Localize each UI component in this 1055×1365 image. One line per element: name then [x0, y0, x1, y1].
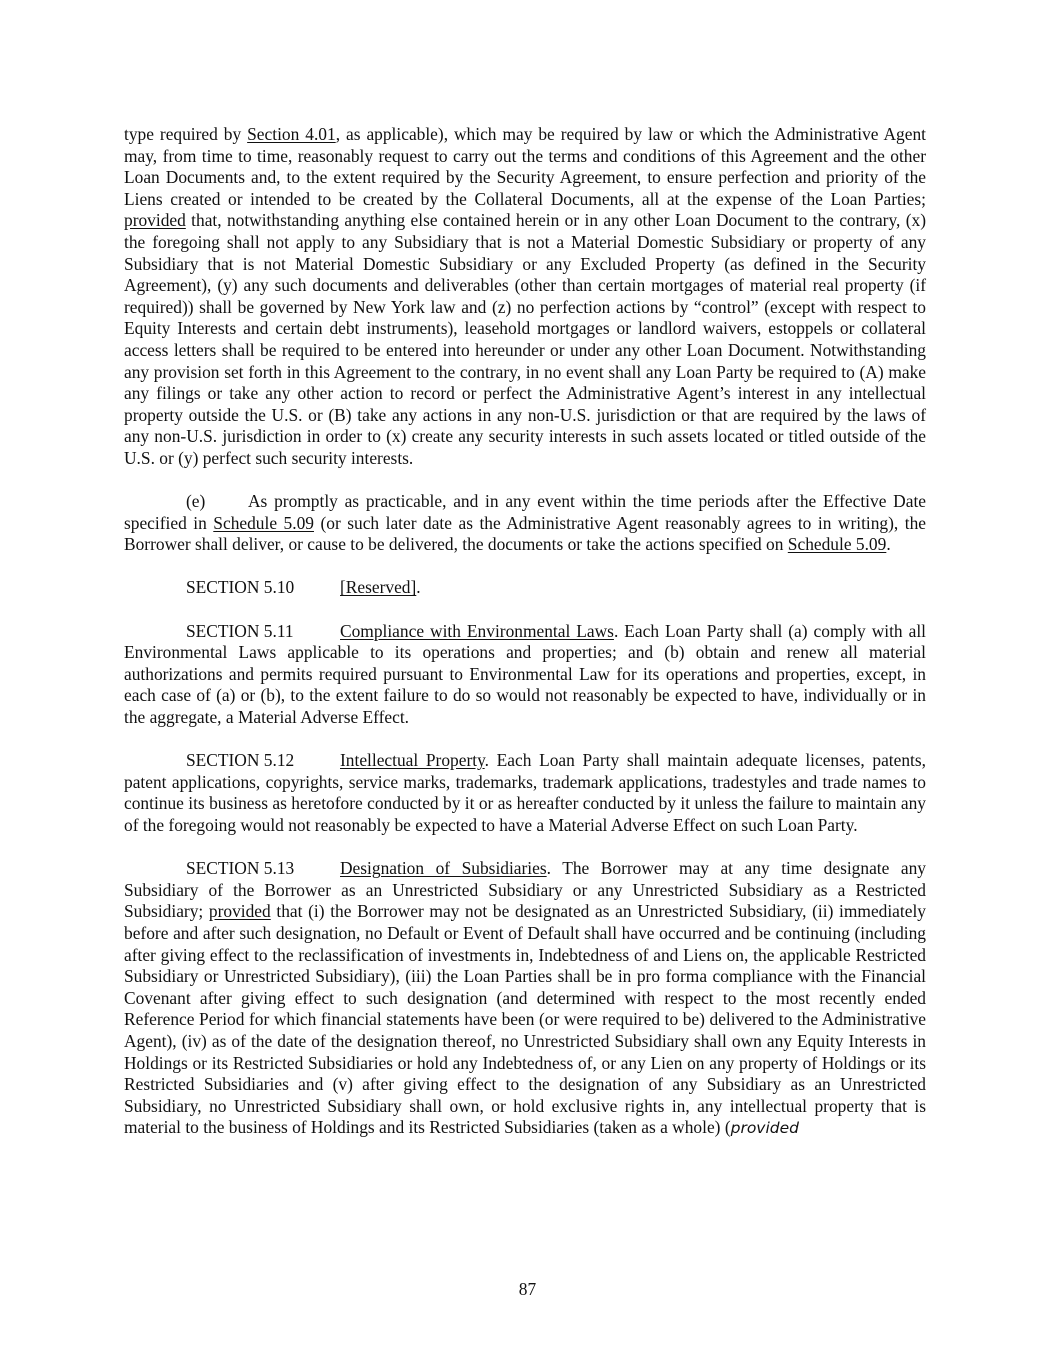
text: . — [886, 534, 891, 555]
section-number: SECTION 5.10 — [186, 577, 295, 598]
schedule-reference: Schedule 5.09 — [213, 512, 314, 533]
section-title: Intellectual Property — [340, 750, 485, 771]
schedule-reference: Schedule 5.09 — [787, 534, 887, 555]
section-title: Designation of Subsidiaries — [340, 858, 547, 879]
paragraph-e — [124, 491, 926, 556]
text: (or such later date as the Administrative Agent reasonably agrees to in writing), the Borrower shall deliver, or cause to be delivered, the documents or take the actions specified on — [124, 512, 927, 555]
text: type required by — [124, 124, 248, 144]
section-number: SECTION 5.13 — [186, 858, 295, 879]
provided-term-italic: provided — [730, 1119, 799, 1138]
section-reference: Section 4.01 — [247, 124, 336, 144]
section-body: . Each Loan Party shall (a) comply with all Environmental Laws applicable to its operations and properties; and (b) obtain and renew all material authorizations and permits required pursuant to Environmental Law for its operations and properties, except, in each case of (a) or (b), to the extent failure to do so would not reasonably be expected to have, individually or in the aggregate, a Material Adverse Effect. — [124, 620, 926, 728]
section-5-10 — [124, 577, 926, 599]
text: . — [416, 577, 421, 598]
section-number: SECTION 5.12 — [186, 750, 295, 771]
section-5-13 — [124, 858, 926, 1140]
clause-label: (e) — [186, 491, 206, 512]
text: that, notwithstanding anything else contained herein or in any other Loan Document to the contrary, (x) the foregoing shall not apply to any Subsidiary that is not a Material Domestic Subsidiary or property of any Subsidiary that is not Material Domestic Subsidiary or any Excluded Property (as defined in the Security Agreement), (y) any such documents and deliverables (other than certain mortgages of material real property (if required)) shall be governed by New York law and (z) no perfection actions by “control” (except with respect to Equity Interests and certain debt instruments), leasehold mortgages or landlord waivers, estoppels or collateral access letters shall be required to be entered into hereunder or under any other Loan Document. Notwithstanding any provision set forth in this Agreement to the contrary, in no event shall any Loan Party be required to (A) make any filings or take any other action to record or perfect the Administrative Agent’s interest in any intellectual property outside the U.S. or (B) take any actions in any non-U.S. jurisdiction or that are required by the laws of any non-U.S. jurisdiction in order to (x) create any security interests in such assets located or titled outside of the U.S. or (y) perfect such security interests. — [124, 210, 926, 468]
paragraph-collateral-continuation — [124, 124, 926, 470]
text: As promptly as practicable, and in any event within the time periods after the Effective Date specified in — [124, 491, 926, 533]
section-5-12 — [124, 750, 926, 836]
section-5-11 — [124, 621, 926, 729]
section-body: . Each Loan Party shall maintain adequate licenses, patents, patent applications, copyrights, service marks, trademarks, trademark applications, tradestyles and trade names to continue its business as heretofore conducted by it or as hereafter conducted by it unless the failure to maintain any of the foregoing would not reasonably be expected to have a Material Adverse Effect on such Loan Party. — [124, 750, 926, 835]
provided-term: provided — [124, 210, 186, 231]
section-title: Compliance with Environmental Laws — [340, 620, 614, 641]
page-number: 87 — [518, 1279, 537, 1299]
section-body: that (i) the Borrower may not be designated as an Unrestricted Subsidiary, (ii) immediately before and after such designation, no Default or Event of Default shall have occurred and be continuing (including after giving effect to the reclassification of investments in, Indebtedness of and Liens on, the applicable Restricted Subsidiary or Unrestricted Subsidiary), (iii) the Loan Parties shall be in pro forma compliance with the Financial Covenant after giving effect to such designation (and determined with respect to the most recently ended Reference Period for which financial statements have been (or were required to be) delivered to the Administrative Agent), (iv) as of the date of the designation thereof, no Unrestricted Subsidiary shall own any Equity Interests in Holdings or its Restricted Subsidiaries or hold any Indebtedness of, or any Lien on any property of Holdings or its Restricted Subsidiaries and (v) after giving effect to the designation of any Subsidiary as an Unrestricted Subsidiary, no Unrestricted Subsidiary shall own, or hold exclusive rights in, any intellectual property that is material to the business of Holdings and its Restricted Subsidiaries (taken as a whole) ( — [124, 901, 926, 1138]
text: , as applicable), which may be required by law or which the Administrative Agent may, from time to time, reasonably request to carry out the terms and conditions of this Agreement and the other Loan Documents and, to the extent required by the Security Agreement, to ensure perfection and priority of the Liens created or intended to be created by the Collateral Documents, all at the expense of the Loan Parties; — [124, 124, 926, 209]
section-number: SECTION 5.11 — [186, 620, 294, 641]
section-title: [Reserved] — [340, 577, 417, 598]
provided-term: provided — [208, 901, 271, 922]
document-page — [124, 124, 926, 1162]
section-body: . The Borrower may at any time designate any Subsidiary of the Borrower as an Unrestricted Subsidiary or any Unrestricted Subsidiary as a Restricted Subsidiary; — [124, 858, 926, 922]
